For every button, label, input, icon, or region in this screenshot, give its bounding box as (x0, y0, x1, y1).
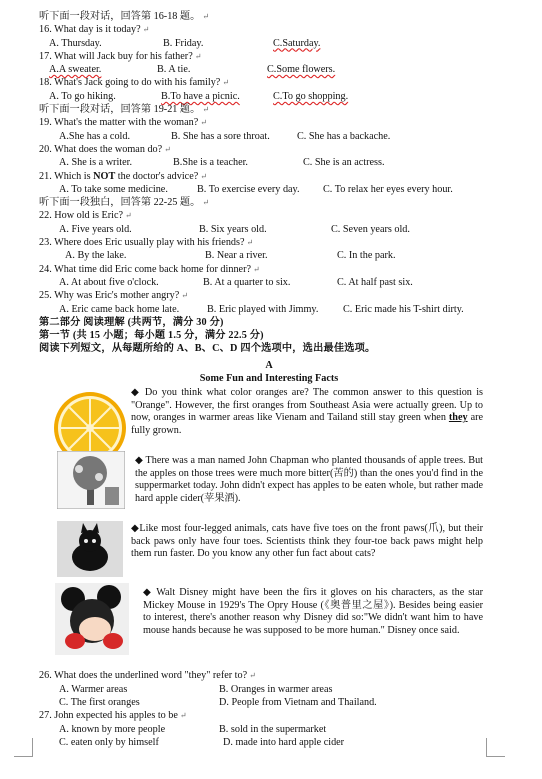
reading-instruction: 阅读下列短文，从每题所给的 A、B、C、D 四个选项中，选出最佳选项。 (39, 343, 376, 355)
question-22: 22. How old is Eric? ↵ (39, 210, 132, 222)
section1-title: 第一节 (共 15 小题；每小题 1.5 分，满分 22.5 分) (39, 330, 264, 342)
option-23-c: C. In the park. (337, 250, 396, 262)
question-26: 26. What does the underlined word "they" refer to? ↵ (39, 670, 256, 682)
question-27-options-cd (39, 738, 499, 751)
question-17: 17. What will Jack buy for his father? ↵ (39, 50, 202, 62)
option-25-b: B. Eric played with Jimmy. (207, 303, 319, 315)
option-24-c: C. At half past six. (337, 276, 413, 288)
option-24-b: B. At a quarter to six. (203, 276, 291, 288)
exam-page (39, 12, 499, 751)
option-19-c: C. She has a backache. (297, 130, 391, 142)
paragraph-cats: ◆Like most four-legged animals, cats have five toes on the front paws(爪), but their back paws only have four toes. Scientists think they four-toe back paws might help them run faster. Do you know any other fun fact about cats? (131, 523, 483, 560)
question-27: 27. John expected his apples to be ↵ (39, 710, 187, 722)
page-corner-mark-left (14, 738, 33, 757)
question-20-options (39, 158, 499, 171)
question-19-options (39, 132, 499, 145)
option-27-d: D. made into hard apple cider (223, 736, 345, 748)
apple-tree-image (57, 451, 125, 509)
question-23: 23. Where does Eric usually play with his friends? ↵ (39, 237, 254, 249)
option-27-a: A. known by more people (59, 723, 166, 735)
option-16-b: B. Friday. (163, 37, 204, 49)
dialog-a-instruction: 听下面一段对话，回答第 16-18 题。 ↵ (39, 11, 210, 22)
question-21: 21. Which is NOT the doctor's advice? ↵ (39, 170, 207, 182)
option-21-a: A. To take some medicine. (59, 183, 168, 195)
cat-image (57, 521, 123, 577)
option-24-a: A. At about five o'clock. (59, 276, 159, 288)
question-18: 18. What's Jack going to do with his family? ↵ (39, 77, 230, 89)
option-23-b: B. Near a river. (205, 250, 268, 262)
option-16-c: C.Saturday. (273, 37, 321, 49)
dialog-b-instruction: 听下面一段对话，回答第 19-21 题。 ↵ (39, 104, 210, 116)
question-22-options (39, 225, 499, 238)
article-body (39, 387, 499, 671)
question-26-options-cd (39, 698, 499, 711)
passage-title: Some Fun and Interesting Facts (199, 373, 339, 385)
question-24-options (39, 278, 499, 291)
mickey-mouse-image (55, 583, 129, 655)
option-25-c: C. Eric made his T-shirt dirty. (343, 303, 464, 315)
option-26-a: A. Warmer areas (59, 683, 128, 695)
question-16-options (39, 39, 499, 52)
paragraph-disney: ◆ Walt Disney might have been the firs it gloves on his characters, as the star Mickey Mouse in 1929's The Opry House (《奥普里之屋》). Besides being easier to interest, there's another reason why Disney did so:"We didn't want him to have mouse hands because he was supposed to be more human." Disney once said. (143, 587, 483, 636)
option-19-a: A.She has a cold. (59, 130, 131, 142)
option-22-b: B. Six years old. (199, 223, 267, 235)
paragraph-apples: ◆ There was a man named John Chapman who planted thousands of apple trees. But the apples on those trees were much more bitter(苦的) than the ones you'd find in the suppermarket today. John didn't expect has apples to be eaten whole, but rather made hard apple cider(苹果酒). (135, 455, 483, 504)
option-23-a: A. By the lake. (65, 250, 127, 262)
option-26-b: B. Oranges in warmer areas (219, 683, 333, 695)
page-corner-mark-right (486, 738, 505, 757)
option-20-a: A. She is a writer. (59, 157, 132, 169)
underlined-word-they: they (448, 412, 468, 424)
question-25: 25. Why was Eric's mother angry? ↵ (39, 290, 188, 302)
passage-letter: A (265, 359, 273, 371)
option-27-b: B. sold in the supermarket (219, 723, 327, 735)
option-26-c: C. The first oranges (59, 696, 140, 708)
question-19: 19. What's the matter with the woman? ↵ (39, 117, 207, 129)
option-20-b: B.She is a teacher. (173, 157, 248, 169)
question-20: 20. What does the woman do? ↵ (39, 143, 171, 155)
option-26-d: D. People from Vietnam and Thailand. (219, 696, 377, 708)
question-26-options-ab (39, 685, 499, 698)
option-21-c: C. To relax her eyes every hour. (323, 183, 453, 195)
part2-title: 第二部分 阅读理解 (共两节，满分 30 分) (39, 316, 224, 328)
option-17-b: B. A tie. (157, 64, 191, 76)
question-16: 16. What day is it today? ↵ (39, 24, 150, 36)
monologue-instruction: 听下面一段独白，回答第 22-25 题。 ↵ (39, 197, 210, 209)
option-25-a: A. Eric came back home late. (59, 303, 180, 315)
option-17-c: C.Some flowers. (267, 64, 336, 76)
question-23-options (39, 251, 499, 264)
option-27-c: C. eaten only by himself (59, 736, 159, 748)
option-17-a: A.A sweater. (49, 64, 102, 76)
paragraph-oranges: ◆ Do you think what color oranges are? The common answer to this question is "Orange". However, the first oranges from Southeast Asia were actually green. Up to now, oranges in warmer areas like Vienam and Tailand still stay green when they are fully grown. (131, 387, 484, 436)
option-18-b: B.To have a picnic. (161, 90, 240, 102)
question-24: 24. What time did Eric come back home for dinner? ↵ (39, 263, 260, 275)
option-18-c: C.To go shopping. (273, 90, 349, 102)
option-22-c: C. Seven years old. (331, 223, 410, 235)
option-21-b: B. To exercise every day. (197, 183, 300, 195)
option-16-a: A. Thursday. (49, 37, 102, 49)
option-22-a: A. Five years old. (59, 223, 132, 235)
option-19-b: B. She has a sore throat. (171, 130, 270, 142)
question-17-options (39, 65, 499, 78)
question-27-options-ab (39, 725, 499, 738)
option-20-c: C. She is an actress. (303, 157, 385, 169)
question-25-options (39, 305, 499, 318)
option-18-a: A. To go hiking. (49, 90, 116, 102)
